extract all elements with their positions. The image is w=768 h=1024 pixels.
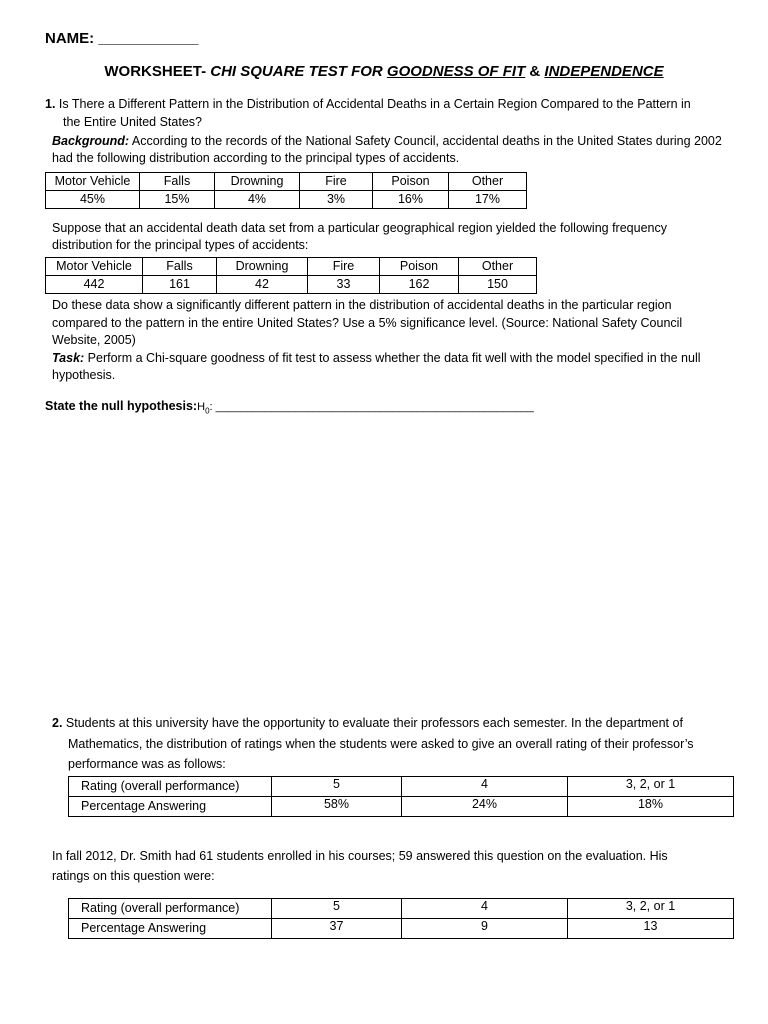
q1-background-label: Background: (52, 134, 130, 148)
table-cell: Rating (overall performance) (69, 899, 272, 919)
q1-question-line2: the Entire United States? (63, 115, 202, 129)
table-row (46, 276, 537, 294)
table-cell: 37 (272, 919, 402, 939)
q2-department-ratings-table (68, 776, 734, 817)
table-cell: 5 (272, 899, 402, 919)
q1-background (52, 133, 722, 150)
q1-number: 1. (45, 97, 56, 111)
q1-background-line1: According to the records of the National Safety Council, accidental deaths in the United States during 2002 (129, 134, 722, 148)
table-cell: Rating (overall performance) (69, 777, 272, 797)
q1-task-label: Task: (52, 351, 85, 365)
table-cell: 17% (449, 191, 527, 209)
table-header-cell: Poison (373, 173, 449, 191)
q2-fall-line2: ratings on this question were: (52, 869, 215, 883)
null-hypothesis-label: State the null hypothesis: (45, 399, 198, 413)
q1-national-distribution-table (45, 172, 527, 209)
table-cell: 162 (380, 276, 459, 294)
table-cell: 58% (272, 797, 402, 817)
table-header-cell: Fire (300, 173, 373, 191)
table-row (69, 899, 734, 919)
null-subscript: 0 (205, 406, 210, 416)
q1-task-line2: hypothesis. (52, 368, 116, 382)
q1-suppose-line2: distribution for the principal types of accidents: (52, 238, 309, 252)
table-cell: 33 (308, 276, 380, 294)
table-header-cell: Motor Vehicle (46, 258, 143, 276)
q2-line1: Students at this university have the opportunity to evaluate their professors each semester. In the department of (62, 716, 683, 730)
title-goodness-of-fit: GOODNESS OF FIT (386, 63, 526, 80)
q2-number: 2. (52, 716, 63, 730)
table-header-cell: Motor Vehicle (46, 173, 140, 191)
table-row (69, 777, 734, 797)
q1-regional-frequency-table (45, 257, 537, 294)
null-answer-line[interactable]: : ____________________________________________________ (209, 401, 534, 413)
table-cell: 9 (402, 919, 568, 939)
q2-fall-line1: In fall 2012, Dr. Smith had 61 students enrolled in his courses; 59 answered this question on the evaluation. His (52, 849, 668, 863)
q1-background-line2: had the following distribution according to the principal types of accidents. (52, 151, 460, 165)
table-header-cell: Other (449, 173, 527, 191)
table-cell: 3, 2, or 1 (568, 899, 734, 919)
worksheet-title (0, 63, 768, 80)
table-cell: 4% (215, 191, 300, 209)
table-header-cell: Falls (140, 173, 215, 191)
table-cell: 24% (402, 797, 568, 817)
table-cell: 4 (402, 899, 568, 919)
q1-question-line1: Is There a Different Pattern in the Distribution of Accidental Deaths in a Certain Region Compared to the Pattern in (55, 97, 691, 111)
table-header-cell: Fire (308, 258, 380, 276)
table-cell: Percentage Answering (69, 919, 272, 939)
name-field-label: NAME: ____________ (45, 30, 199, 47)
q1-task (52, 350, 701, 367)
table-cell: 5 (272, 777, 402, 797)
table-row (69, 797, 734, 817)
table-cell: 161 (143, 276, 217, 294)
title-prefix: WORKSHEET- (104, 63, 207, 80)
table-cell: 442 (46, 276, 143, 294)
table-cell: 150 (459, 276, 537, 294)
q1-suppose-line1: Suppose that an accidental death data set from a particular geographical region yielded the following frequency (52, 221, 667, 235)
q1-task-line1: Perform a Chi-square goodness of fit test to assess whether the data fit well with the model specified in the null (84, 351, 701, 365)
table-cell: 4 (402, 777, 568, 797)
table-cell: 3, 2, or 1 (568, 777, 734, 797)
q1-null-hypothesis (45, 398, 534, 420)
table-cell: 45% (46, 191, 140, 209)
q2-smith-ratings-table (68, 898, 734, 939)
q1-do-line1: Do these data show a significantly different pattern in the distribution of accidental deaths in the particular region (52, 298, 672, 312)
table-cell: 15% (140, 191, 215, 209)
table-header-cell: Other (459, 258, 537, 276)
table-header-cell: Drowning (215, 173, 300, 191)
table-cell: 13 (568, 919, 734, 939)
title-ampersand: & (525, 63, 545, 80)
table-cell: 16% (373, 191, 449, 209)
table-row (69, 919, 734, 939)
q1-do-line2: compared to the pattern in the entire United States? Use a 5% significance level. (Source: National Safety Council (52, 316, 683, 330)
title-mid: CHI SQUARE TEST FOR (206, 63, 387, 80)
q1-do-line3: Website, 2005) (52, 333, 136, 347)
null-h: H (197, 401, 206, 413)
table-cell: 3% (300, 191, 373, 209)
table-cell: 18% (568, 797, 734, 817)
q2-question (52, 715, 683, 732)
title-independence: INDEPENDENCE (544, 63, 664, 80)
table-row (46, 191, 527, 209)
table-header-row (46, 173, 527, 191)
table-header-cell: Drowning (217, 258, 308, 276)
q2-line2: Mathematics, the distribution of ratings when the students were asked to give an overall rating of their professor’s (68, 737, 694, 751)
table-cell: Percentage Answering (69, 797, 272, 817)
table-header-row (46, 258, 537, 276)
table-cell: 42 (217, 276, 308, 294)
table-header-cell: Poison (380, 258, 459, 276)
q2-line3: performance was as follows: (68, 757, 226, 771)
q1-question (45, 96, 691, 113)
table-header-cell: Falls (143, 258, 217, 276)
